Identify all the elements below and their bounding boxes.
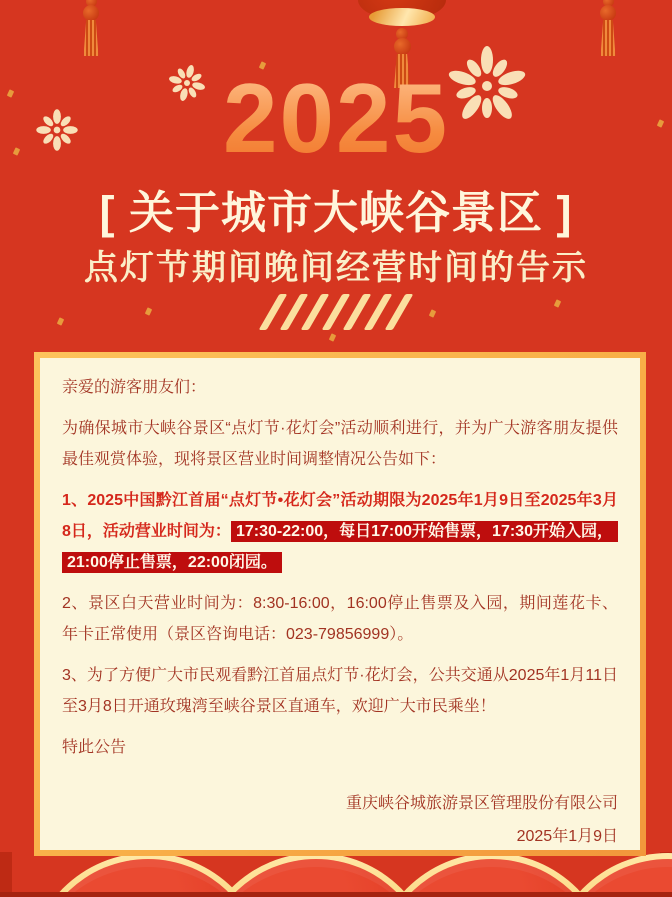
notice-card-body (40, 358, 640, 850)
confetti-speck-icon (329, 333, 336, 341)
year-headline: 2025 (0, 62, 672, 175)
signature-date: 2025年1月9日 (516, 828, 618, 845)
item-3: 3、为了方便广大市民观看黔江首届点灯节·花灯会，公共交通从2025年1月11日至3月8日开通玫瑰湾至峡谷景区直通车，欢迎广大市民乘坐！ (62, 667, 618, 715)
footer-edge (0, 852, 12, 897)
signature-company: 重庆峡谷城旅游景区管理股份有限公司 (345, 795, 618, 812)
slashes-decoration (0, 294, 672, 330)
item-1-highlight: 17:30-22:00，每日17:00开始售票，17:30开始入园，21:00停止售票，22:00闭园。 (62, 521, 618, 573)
poster-title: [ 关于城市大峡谷景区 ] (99, 187, 573, 238)
notice-card (34, 352, 646, 856)
signature-block (62, 787, 618, 853)
tassel-ornament-icon (597, 0, 619, 56)
tassel-ornament-icon (80, 0, 102, 56)
poster-subtitle: 点灯节期间晚间经营时间的告示 (84, 249, 588, 287)
closing-statement: 特此公告 (62, 739, 127, 756)
item-1 (62, 485, 618, 578)
bottom-edge-line (0, 892, 672, 897)
intro-paragraph: 为确保城市大峡谷景区“点灯节·花灯会”活动顺利进行，并为广大游客朋友提供最佳观赏体验，现将景区营业时间调整情况公告如下： (62, 420, 618, 468)
item-2: 2、景区白天营业时间为：8:30-16:00，16:00停止售票及入园，期间莲花卡、年卡正常使用（景区咨询电话：023-79856999）。 (62, 595, 618, 643)
salutation: 亲爱的游客朋友们： (62, 379, 207, 396)
item-1-lead: 1、2025中国黔江首届“点灯节•花灯会”活动期限为2025年1月9日至2025年3月8日，活动营业时间为： (62, 492, 618, 540)
